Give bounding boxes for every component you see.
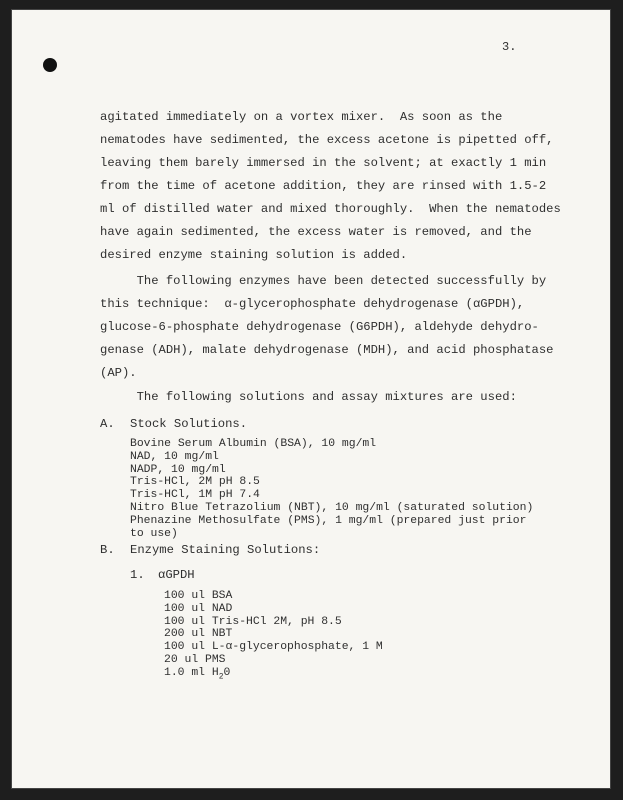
list-item: 100 ul NAD [164,602,233,615]
list-item: 20 ul PMS [164,653,226,666]
list-item: 100 ul BSA [164,590,233,602]
section-a-title: Stock Solutions. [130,417,248,431]
stock-solutions-list [130,438,533,540]
subsection-1-title: αGPDH [158,568,195,582]
list-item: 100 ul Tris-HCl 2M, pH 8.5 [164,615,342,628]
list-item: Bovine Serum Albumin (BSA), 10 mg/ml [130,438,377,450]
subsection-1-label: 1. [130,568,145,582]
section-b-title: Enzyme Staining Solutions: [130,543,321,557]
text-line: nematodes have sedimented, the excess acetone is pipetted off, [100,133,554,147]
text-line: desired enzyme staining solution is added. [100,248,408,262]
text-line: ml of distilled water and mixed thoroughly. When the nematodes [100,202,561,216]
list-item: 100 ul L-α-glycerophosphate, 1 M [164,641,383,654]
section-b-label: B. [100,543,115,557]
list-item: Phenazine Methosulfate (PMS), 1 mg/ml (prepared just prior [130,514,527,527]
list-item: NADP, 10 mg/ml [130,463,226,476]
text-line: The following enzymes have been detected successfully by [100,274,547,288]
agpdh-recipe-list [164,590,383,684]
text-line: from the time of acetone addition, they are rinsed with 1.5-2 [100,179,547,193]
list-item: Tris-HCl, 2M pH 8.5 [130,476,260,489]
list-item: NAD, 10 mg/ml [130,450,219,463]
text-line: leaving them barely immersed in the solvent; at exactly 1 min [100,156,547,170]
list-item: Tris-HCl, 1M pH 7.4 [130,489,260,502]
text-line: genase (ADH), malate dehydrogenase (MDH), and acid phosphatase [100,343,554,357]
section-a-label: A. [100,417,115,431]
water-suffix: 0 [223,666,231,679]
list-item: to use) [130,527,178,540]
list-item: Nitro Blue Tetrazolium (NBT), 10 mg/ml (saturated solution) [130,501,534,514]
water-subscript: 2 [218,672,224,682]
text-line: agitated immediately on a vortex mixer. As soon as the [100,110,503,124]
list-item: 200 ul NBT [164,628,233,641]
text-line: this technique: α-glycerophosphate dehydrogenase (αGPDH), [100,297,525,311]
punch-hole [43,58,57,72]
page-number: 3. [502,40,517,54]
water-prefix: 1.0 ml H [164,666,219,679]
text-line: (AP). [100,366,137,380]
document-page [12,10,610,788]
list-item-water [164,667,383,684]
text-line: glucose-6-phosphate dehydrogenase (G6PDH), aldehyde dehydro- [100,320,539,334]
text-line: have again sedimented, the excess water is removed, and the [100,225,532,239]
paragraph-3: The following solutions and assay mixtures are used: [100,390,517,404]
